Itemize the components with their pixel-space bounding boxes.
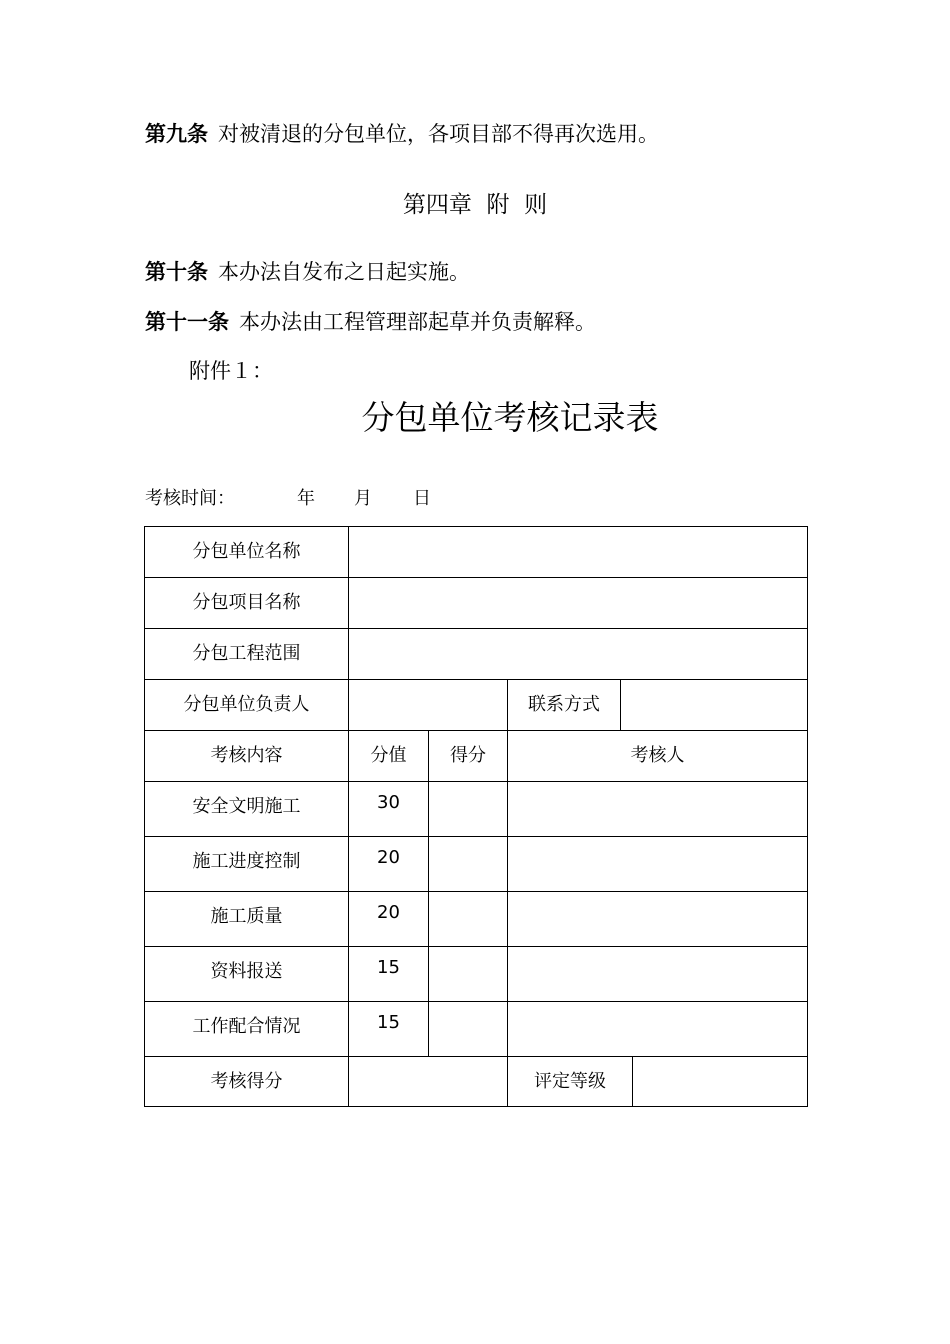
item-score-field[interactable] [429, 947, 508, 1002]
contact-field[interactable] [621, 680, 808, 731]
item-name: 工作配合情况 [145, 1002, 349, 1057]
item-assessor-field[interactable] [508, 892, 808, 947]
article-10-text: 本办法自发布之日起实施。 [218, 260, 470, 284]
item-name: 资料报送 [145, 947, 349, 1002]
article-11 [145, 306, 596, 336]
project-name-label: 分包项目名称 [145, 578, 349, 629]
item-assessor-field[interactable] [508, 782, 808, 837]
form-title: 分包单位考核记录表 [361, 398, 659, 437]
item-value: 20 [349, 892, 429, 947]
item-score-field[interactable] [429, 782, 508, 837]
assessment-record-table [144, 526, 808, 1107]
article-11-label: 第十一条 [145, 310, 229, 334]
grade-label: 评定等级 [508, 1057, 633, 1107]
month-label: 月 [354, 488, 372, 509]
table-row [145, 947, 808, 1002]
item-score-field[interactable] [429, 1002, 508, 1057]
item-name: 安全文明施工 [145, 782, 349, 837]
item-name: 施工进度控制 [145, 837, 349, 892]
item-value: 20 [349, 837, 429, 892]
total-score-field[interactable] [349, 1057, 508, 1107]
unit-name-field[interactable] [349, 527, 808, 578]
person-in-charge-label: 分包单位负责人 [145, 680, 349, 731]
person-in-charge-field[interactable] [349, 680, 508, 731]
assessment-time-label: 考核时间： [145, 488, 235, 509]
scope-field[interactable] [349, 629, 808, 680]
header-score: 得分 [429, 731, 508, 782]
header-content: 考核内容 [145, 731, 349, 782]
header-score-value: 分值 [349, 731, 429, 782]
article-11-text: 本办法由工程管理部起草并负责解释。 [239, 310, 596, 334]
item-value: 30 [349, 782, 429, 837]
attachment-label: 附件１： [189, 359, 273, 383]
item-assessor-field[interactable] [508, 1002, 808, 1057]
header-assessor: 考核人 [508, 731, 808, 782]
table-row [145, 837, 808, 892]
item-assessor-field[interactable] [508, 837, 808, 892]
table-row [145, 782, 808, 837]
chapter-heading: 第四章 附 则 [402, 192, 548, 218]
article-9-text: 对被清退的分包单位，各项目部不得再次选用。 [218, 122, 659, 146]
item-name: 施工质量 [145, 892, 349, 947]
total-score-label: 考核得分 [145, 1057, 349, 1107]
grade-field[interactable] [633, 1057, 808, 1107]
item-score-field[interactable] [429, 892, 508, 947]
article-10 [145, 256, 470, 286]
article-9-label: 第九条 [145, 122, 208, 146]
scope-label: 分包工程范围 [145, 629, 349, 680]
table-row [145, 892, 808, 947]
item-score-field[interactable] [429, 837, 508, 892]
contact-label: 联系方式 [508, 680, 621, 731]
project-name-field[interactable] [349, 578, 808, 629]
item-value: 15 [349, 947, 429, 1002]
table-row [145, 1002, 808, 1057]
item-value: 15 [349, 1002, 429, 1057]
article-10-label: 第十条 [145, 260, 208, 284]
year-label: 年 [297, 488, 315, 509]
article-9 [145, 118, 659, 148]
item-assessor-field[interactable] [508, 947, 808, 1002]
day-label: 日 [413, 488, 431, 509]
unit-name-label: 分包单位名称 [145, 527, 349, 578]
